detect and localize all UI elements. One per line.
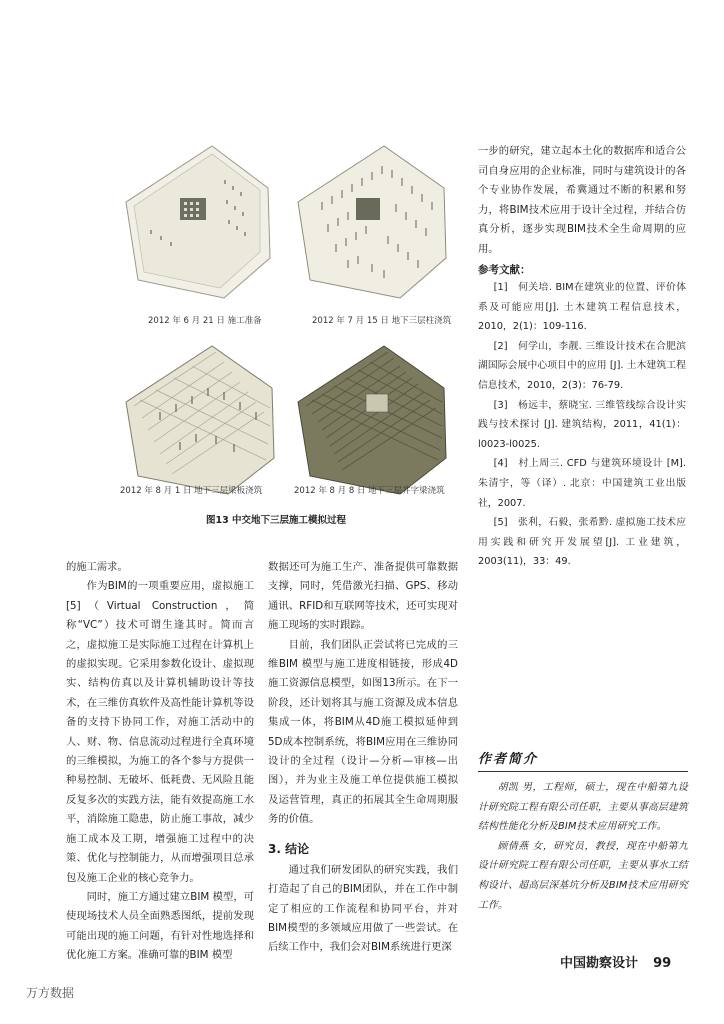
author-box bbox=[478, 748, 688, 915]
reference-item: [1] 何关培. BIM在建筑业的位置、评价体系及可能应用[J]. 土木建筑工程信息技术，2010，2(1)：109-116. bbox=[478, 282, 686, 333]
author-bio: 顾倩燕 女，研究员，教授，现在中船第九设计研究院工程有限公司任职，主要从事水工结构设计、超高层深基坑分析及BIM技术应用研究工作。 bbox=[478, 840, 688, 911]
panel-2-caption: 2012 年 7 月 15 日 地下三层柱浇筑 bbox=[312, 316, 452, 326]
section-heading: 3. 结论 bbox=[268, 841, 310, 856]
body-paragraph: 同时，施工方通过建立BIM 模型，可使现场技术人员全面熟悉图纸，提前发现可能出现的施工问题，有针对性地选择和优化施工方案。准确可靠的BIM 模型 bbox=[66, 890, 254, 962]
panel-3-caption: 2012 年 8 月 1 日 地下三层梁板浇筑 bbox=[120, 486, 263, 496]
references-section bbox=[478, 262, 686, 572]
panel-4-caption: 2012 年 8 月 8 日 地下三层井字梁浇筑 bbox=[294, 486, 445, 496]
author-bio: 胡凯 男，工程师，硕士，现在中船第九设计研究院工程有限公司任职，主要从事高层建筑结构性能化分析及BIM技术应用研究工作。 bbox=[478, 782, 688, 833]
footer-journal-line bbox=[560, 952, 671, 971]
journal-name: 中国勘察设计 bbox=[560, 956, 639, 971]
reference-item: [4] 村上周三. CFD 与建筑环境设计 [M]. 朱清宇，等（译）. 北京：中国建筑工业出版社，2007. bbox=[478, 458, 686, 509]
middle-text-column bbox=[268, 558, 458, 958]
body-paragraph: 数据还可为施工生产、准备提供可靠数据支撑，同时，凭借激光扫描、GPS、移动通讯、RFID和互联网等技术，还可实现对施工现场的实时跟踪。 bbox=[268, 561, 458, 632]
page-number: 99 bbox=[653, 956, 672, 971]
right-top-paragraph: 一步的研究，建立起本土化的数据库和适合公司自身应用的企业标准，同时与建筑设计的各个专业协作发展，希冀通过不断的积累和努力，将BIM技术应用于设计全过程，并结合仿真分析，逐步实现BIM技术全生命周期的应用。 bbox=[478, 145, 686, 255]
panel-1-caption: 2012 年 6 月 21 日 施工准备 bbox=[148, 316, 262, 326]
author-box-heading: 作者简介 bbox=[478, 748, 688, 772]
reference-item: [2] 何学山，李靓. 三维设计技术在合肥滨湖国际会展中心项目中的应用 [J]. 土木建筑工程信息技术，2010，2(3)：76-79. bbox=[478, 340, 686, 391]
model-render-panel-4 bbox=[292, 340, 457, 500]
model-render-panel-1 bbox=[120, 140, 280, 305]
reference-item: [3] 杨远丰，蔡晓宝. 三维管线综合设计实践与技术探讨 [J]. 建筑结构，2011，41(1)：l0023-l0025. bbox=[478, 399, 686, 450]
body-paragraph: 的施工需求。 bbox=[66, 561, 128, 573]
references-heading: 参考文献： bbox=[478, 264, 531, 276]
conclusion-paragraph: 通过我们研发团队的研究实践，我们打造起了自己的BIM团队，并在工作中制定了相应的工作流程和协同平台，并对BIM模型的多领域应用做了一些尝试。在后续工作中，我们会对BIM系统进行更深 bbox=[268, 863, 458, 954]
model-render-panel-3 bbox=[120, 340, 285, 500]
body-paragraph: 作为BIM的一项重要应用，虚拟施工[5]（Virtual Construction，简称“VC”）技术可谓生逢其时。简而言之，虚拟施工是实际施工过程在计算机上的虚拟实现。它采用参数化设计、虚拟现实、结构仿真以及计算机辅助设计等技术，在三维仿真软件及高性能计算机等设备的支持下协同工作，对施工活动中的人、财、物、信息流动过程进行全真环境的三维模拟，为施工的各个参与方提供一种易控制、无破坏、低耗费、无风险且能反复多次的实践方法，能有效提高施工水平，消除施工隐患，防止施工事故，减少施工成本及工期，增强施工过程中的决策、优化与控制能力，从而增强项目总承包及施工企业的核心竞争力。 bbox=[66, 580, 254, 884]
body-paragraph: 目前，我们团队正尝试将已完成的三维BIM 模型与施工进度相链接，形成4D施工资源信息模型，如图13所示。在下一阶段，还计划将其与施工资源及成本信息集成一体，将BIM从4D施工模拟延伸到5D成本控制系统，将BIM应用在三维协同设计的全过程（设计—分析—审核—出图），并为业主及施工单位提供施工模拟及运营管理，真正的拓展其全生命周期服务的价值。 bbox=[268, 638, 458, 826]
figure-title: 图13 中交地下三层施工模拟过程 bbox=[206, 515, 347, 526]
figure-13 bbox=[112, 140, 462, 540]
right-top-column bbox=[478, 142, 686, 260]
reference-item: [5] 张利，石毅，张希黔. 虚拟施工技术应用实践和研究开发展望[J]. 工业建筑，2003(11)，33：49. bbox=[478, 517, 686, 568]
model-render-panel-2 bbox=[292, 140, 457, 305]
left-text-column bbox=[66, 558, 254, 966]
watermark: 万方数据 bbox=[26, 986, 75, 1000]
